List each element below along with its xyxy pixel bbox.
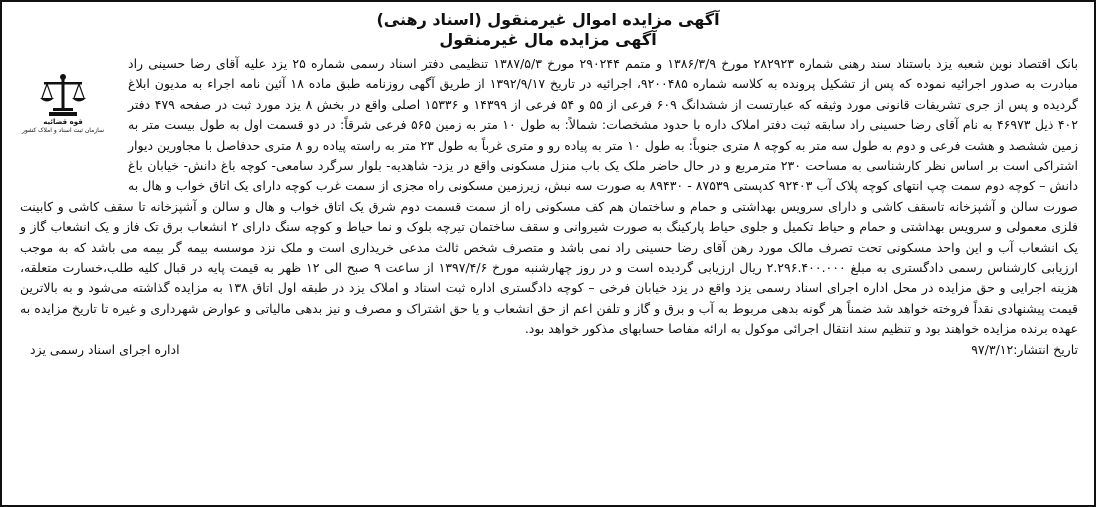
publish-date: تاریخ انتشار:۹۷/۳/۱۲ xyxy=(971,341,1078,357)
notice-body-text: بانک اقتصاد نوین شعبه یزد باستناد سند رهنی شماره ۲۸۲۹۲۳ مورخ ۱۳۸۶/۳/۹ و متمم ۲۹۰۲۴۴ مورخ ۱۳۸۷/۵/۳ تنظیمی دفتر اسناد رسمی شماره ۲۵ یزد علیه آقای رضا حسینی راد مبادرت به صدور اجرائیه نموده که پس از تشکیل پرونده به کلاسه شماره ۹۲۰۰۴۸۵، اجرائیه در تاریخ ۱۳۹۲/۹/۱۷ از طریق آگهی روزنامه طبق ماده ۱۸ آئین نامه اجراء به مدیون ابلاغ گردیده و پس از جری تشریفات قانونی مورد وثیقه که عبارتست از ششدانگ ۶۰۹ فرعی از ۵۵ و ۵۴ فرعی از ۱۴۳۹۹ و ۱۵۳۳۶ اصلی واقع در بخش ۸ یزد مورد ثبت در صفحه ۴۷۹ دفتر ۴۰۲ ذیل ۴۶۹۷۳ به نام آقای رضا حسینی راد سابقه ثبت دفتر املاک داره با حدود مشخصات: شمالاً: به طول ۱۰ متر به زمین ۵۶۵ فرعی شرقاً: در دو قسمت اول به طول بیست متر به زمین ششصد و هشت فرعی و دوم به طول سه متر به کوچه ۸ متری جنوباً: به طول ۱۰ متر به پیاده رو و متری غرباً به طول ۲۳ متر به راسته پیاده رو ۸ متری حدفاصل با مجاورین دیوار اشتراکی است بر اساس نظر کارشناسی به مساحت ۲۳۰ مترمربع و در حال حاضر ملک یک باب منزل مسکونی واقع در یزد- شاهدیه- بلوار سرگرد سامعی- کوچه باغ دانش- خیابان باغ دانش – کوچه دوم سمت چپ انتهای کوچه پلاک آب ۹۲۴۰۳ کدپستی ۸۷۵۳۹ - ۸۹۴۳۰ به صورت سه نبش، زیرزمین مسکونی راه مجزی از سمت غرب کوچه دارای یک اتاق خواب و هال به صورت سالن و آشپزخانه تاسقف کاشی و دارای سرویس بهداشتی و حمام و ساختمان هم کف مسکونی راه از سمت قسمت دوم شرق یک اتاق خواب و هال و سالن و آشپزخانه تا سقف کاشی و کابینت فلزی معمولی و سرویس بهداشتی و حمام و حیاط تکمیل و جلوی حیاط پارکینگ به صورت شیروانی و سقف ساختمان تیرچه بلوک و نما حیاط و کوچه سنگ دارای ۲ انشعاب برق تک فاز و یک انشعاب گاز و یک انشعاب آب و این واحد مسکونی تحت تصرف مالک مورد رهن آقای رضا حسینی راد نمی باشد و متصرف شخص ثالث مدعی خریداری است و ملک نزد موسسه بیمه گر بیمه می باشد که به موجب ارزیابی کارشناس رسمی دادگستری به مبلغ ۲.۲۹۶.۴۰۰.۰۰۰ ریال ارزیابی گردیده است و در روز چهارشنبه مورخ ۱۳۹۷/۴/۶ از ساعت ۹ صبح الی ۱۲ ظهر به قیمت پایه در قبال کلیه طلب،خسارت متعلقه، هزینه اجرایی و حق مزایده در محل اداره اجرای اسناد رسمی یزد واقع در یزد خیابان فرخی – کوچه دادگستری اداره ثبت اسناد و املاک یزد در طبقه اول اتاق ۱۳۸ به مزایده گذاشته می‌شود و به بالاترین قیمت پیشنهادی نقداً فروخته خواهد شد ضمناً هر گونه بدهی مربوط به آب و برق و گاز و تلفن اعم از حق انشعاب و یا حق اشتراک و مصرف و نیز بدهی مالیاتی و عوارض شهرداری و غیره تا تاریخ مزایده به عهده برنده مزایده خواهند بود و تنظیم سند انتقال اجرائی موکول به ارائه مفاصا حسابهای مذکور خواهد بود. xyxy=(20,56,1079,337)
notice-footer xyxy=(20,340,1078,360)
notice-title: آگهی مزایده اموال غیرمنقول (اسناد رهنی) xyxy=(376,10,720,29)
notice-subtitle: آگهی مزایده مال غیرمنقول xyxy=(439,30,657,49)
notice-body xyxy=(20,54,1078,360)
signature-office: اداره اجرای اسناد رسمی یزد xyxy=(30,341,180,357)
emblem-sublabel: سازمان ثبت اسناد و املاک کشور xyxy=(21,127,105,134)
notice-header xyxy=(2,10,1094,50)
emblem-spacer xyxy=(20,54,128,196)
emblem-label: قوه قضائیه xyxy=(43,118,83,126)
